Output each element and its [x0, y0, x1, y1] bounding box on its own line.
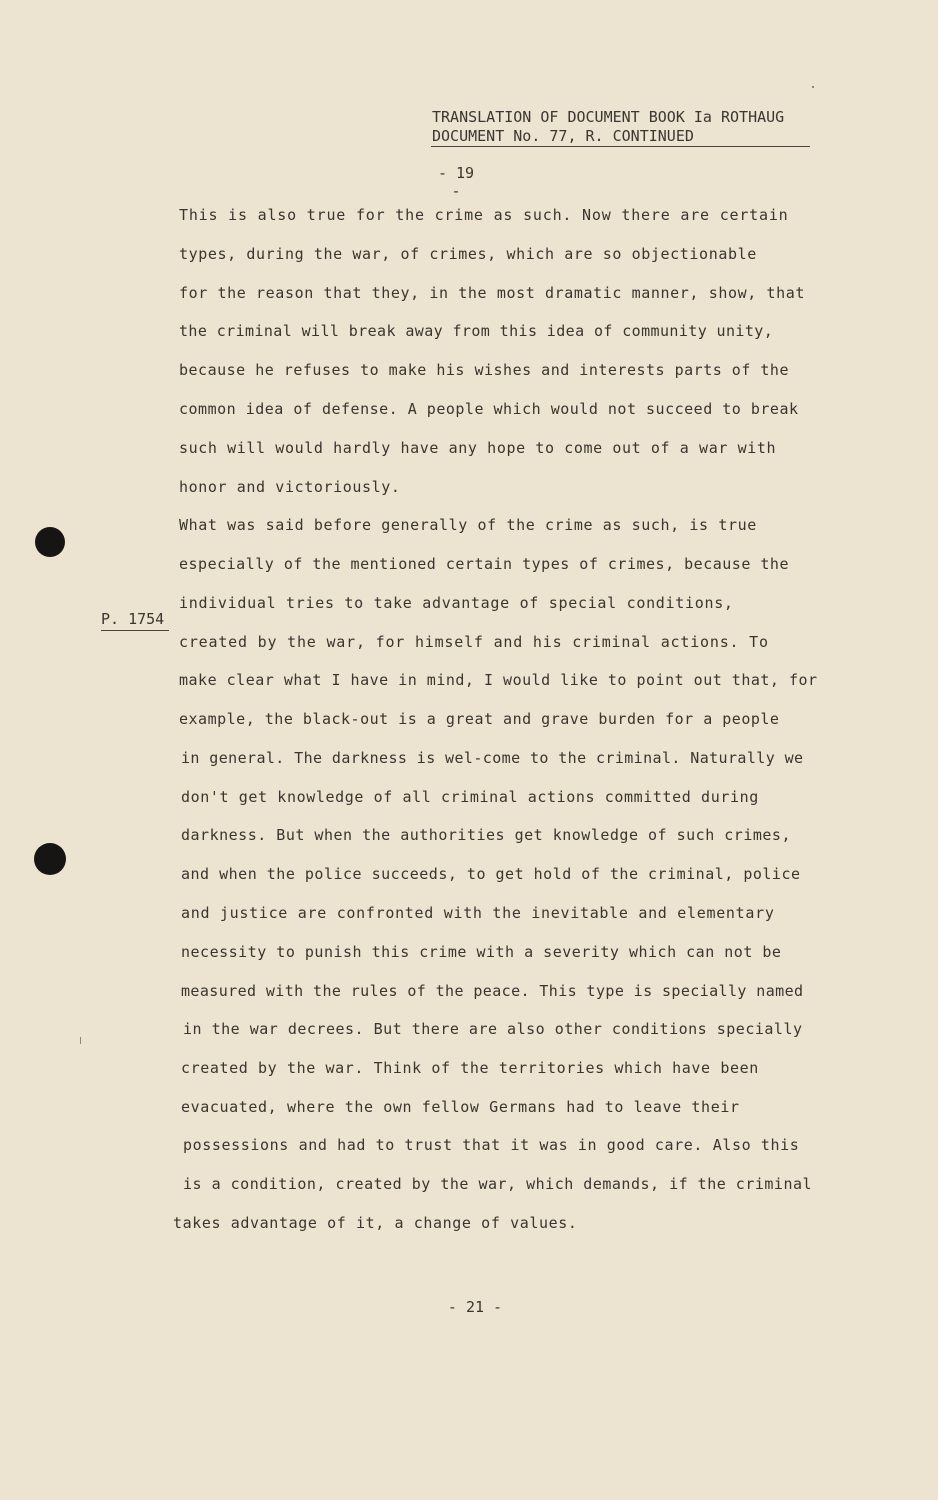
body-line: honor and victoriously.	[179, 478, 401, 496]
paper-mark	[812, 86, 814, 88]
body-line: types, during the war, of crimes, which are so objectionable	[179, 245, 757, 263]
body-line: takes advantage of it, a change of values.	[173, 1214, 578, 1232]
body-line: and justice are confronted with the inevitable and elementary	[181, 904, 775, 922]
body-line: created by the war. Think of the territories which have been	[181, 1059, 759, 1077]
body-line: make clear what I have in mind, I would like to point out that, for	[179, 671, 818, 689]
body-line: especially of the mentioned certain types of crimes, because the	[179, 555, 789, 573]
paper-mark	[80, 1037, 81, 1044]
body-line: such will would hardly have any hope to come out of a war with	[179, 439, 777, 457]
body-line: evacuated, where the own fellow Germans had to leave their	[181, 1098, 740, 1116]
page-number-bottom: - 21 -	[447, 1298, 503, 1316]
body-line: possessions and had to trust that it was in good care. Also this	[183, 1136, 800, 1154]
header-document-number: DOCUMENT No. 77, R. CONTINUED	[432, 127, 694, 145]
header-underline	[431, 146, 810, 147]
header-title-line: TRANSLATION OF DOCUMENT BOOK Ia ROTHAUG	[432, 108, 785, 126]
body-line: in the war decrees. But there are also other conditions specially	[183, 1020, 803, 1038]
punch-hole	[35, 527, 65, 557]
body-line: darkness. But when the authorities get knowledge of such crimes,	[181, 826, 791, 844]
page-number-top: - 19 -	[437, 164, 475, 200]
margin-page-reference: P. 1754	[101, 610, 165, 628]
punch-hole	[34, 843, 66, 875]
body-line: the criminal will break away from this idea of community unity,	[179, 322, 774, 340]
body-line: is a condition, created by the war, which demands, if the criminal	[183, 1175, 813, 1193]
body-line: don't get knowledge of all criminal actions committed during	[181, 788, 759, 806]
body-line: created by the war, for himself and his criminal actions. To	[179, 633, 769, 651]
body-line: for the reason that they, in the most dramatic manner, show, that	[179, 284, 805, 302]
body-line: and when the police succeeds, to get hold of the criminal, police	[181, 865, 801, 883]
body-line: necessity to punish this crime with a severity which can not be	[181, 943, 782, 961]
body-line: measured with the rules of the peace. This type is specially named	[181, 982, 804, 1000]
body-line: example, the black-out is a great and grave burden for a people	[179, 710, 780, 728]
margin-reference-underline	[101, 630, 169, 631]
body-line: because he refuses to make his wishes and interests parts of the	[179, 361, 789, 379]
body-line: common idea of defense. A people which would not succeed to break	[179, 400, 799, 418]
body-line: in general. The darkness is wel-come to the criminal. Naturally we	[181, 749, 804, 767]
body-line: individual tries to take advantage of special conditions,	[179, 594, 734, 612]
body-line: This is also true for the crime as such. Now there are certain	[179, 206, 789, 224]
body-line: What was said before generally of the crime as such, is true	[179, 516, 757, 534]
